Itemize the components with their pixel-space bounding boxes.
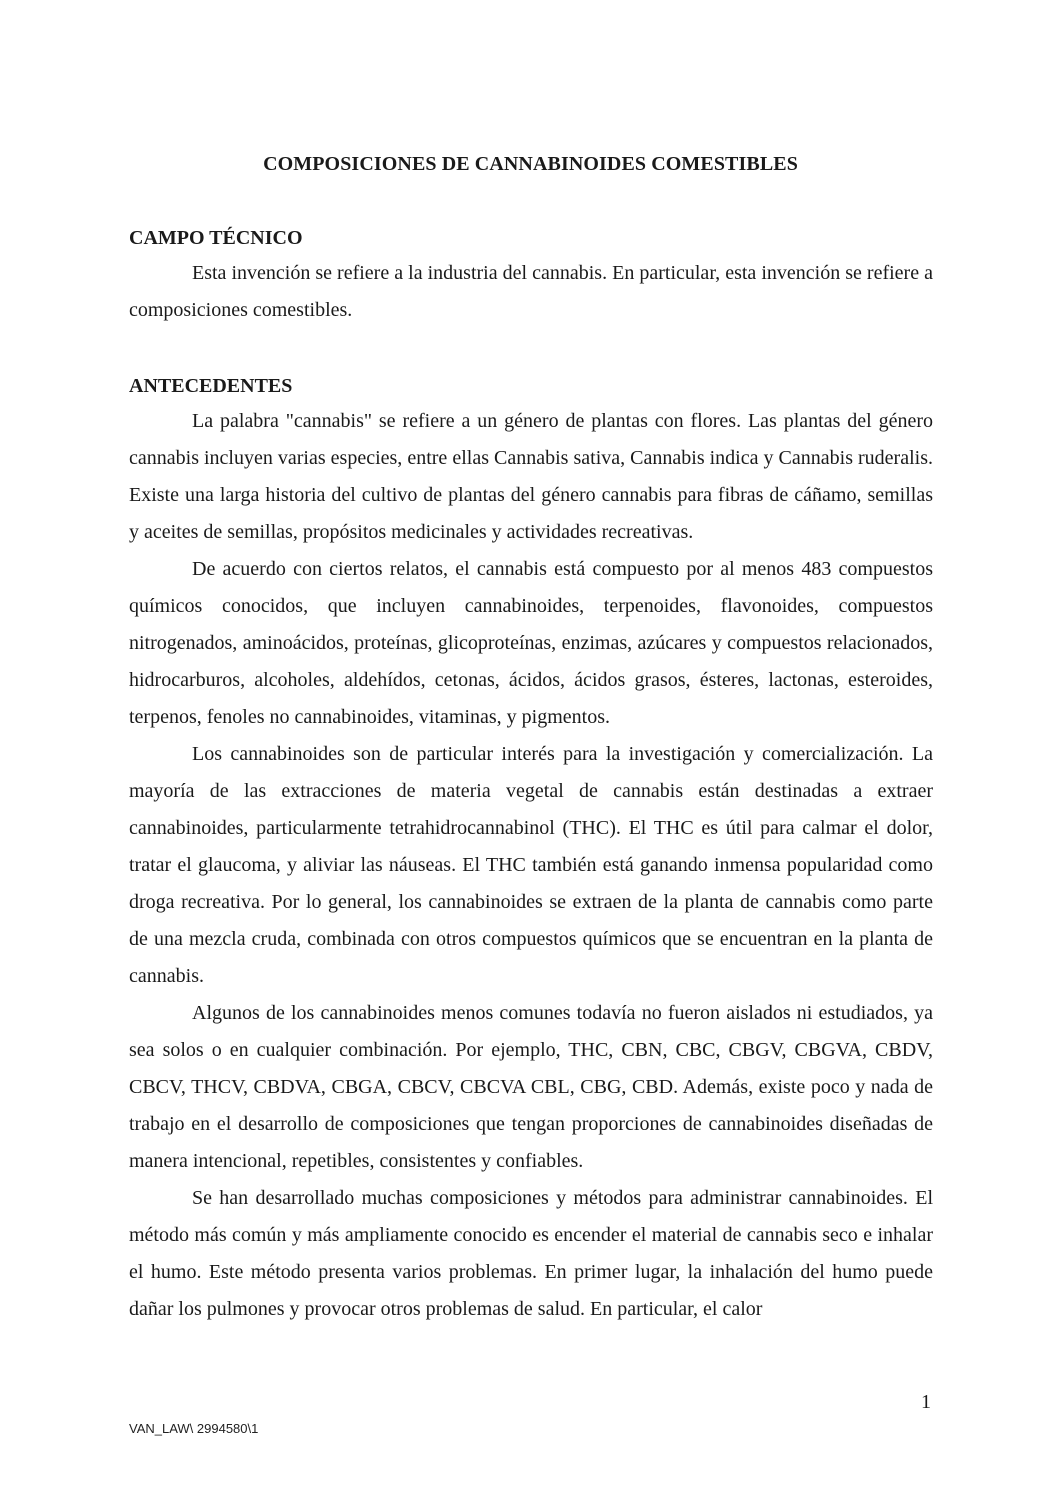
section-body-campo-tecnico bbox=[129, 255, 933, 329]
paragraph: Se han desarrollado muchas composiciones y métodos para administrar cannabinoides. El método más común y más ampliamente conocido es encender el material de cannabis seco e inhalar el humo. Este método presenta varios problemas. En primer lugar, la inhalación del humo puede dañar los pulmones y provocar otros problemas de salud. En particular, el calor bbox=[129, 1187, 933, 1320]
paragraph: Algunos de los cannabinoides menos comunes todavía no fueron aislados ni estudiados, ya sea solos o en cualquier combinación. Por ejemplo, THC, CBN, CBC, CBGV, CBGVA, CBDV, CBCV, THCV, CBDVA, CBGA, CBCV, CBCVA CBL, CBG, CBD. Además, existe poco y nada de trabajo en el desarrollo de composiciones que tengan proporciones de cannabinoides diseñadas de manera intencional, repetibles, consistentes y confiables. bbox=[129, 1002, 933, 1172]
page-number: 1 bbox=[921, 1391, 931, 1413]
section-heading-antecedentes: ANTECEDENTES bbox=[129, 375, 293, 397]
paragraph: Esta invención se refiere a la industria del cannabis. En particular, esta invención se refiere a composiciones comestibles. bbox=[129, 262, 933, 321]
paragraph: De acuerdo con ciertos relatos, el cannabis está compuesto por al menos 483 compuestos químicos conocidos, que incluyen cannabinoides, terpenoides, flavonoides, compuestos nitrogenados, aminoácidos, proteínas, glicoproteínas, enzimas, azúcares y compuestos relacionados, hidrocarburos, alcoholes, aldehídos, cetonas, ácidos, ácidos grasos, ésteres, lactonas, esteroides, terpenos, fenoles no cannabinoides, vitaminas, y pigmentos. bbox=[129, 558, 933, 728]
section-body-antecedentes bbox=[129, 403, 933, 1328]
paragraph: Los cannabinoides son de particular interés para la investigación y comercialización. La mayoría de las extracciones de materia vegetal de cannabis están destinadas a extraer cannabinoides, particularmente tetrahidrocannabinol (THC). El THC es útil para calmar el dolor, tratar el glaucoma, y aliviar las náuseas. El THC también está ganando inmensa popularidad como droga recreativa. Por lo general, los cannabinoides se extraen de la planta de cannabis como parte de una mezcla cruda, combinada con otros compuestos químicos que se encuentran en la planta de cannabis. bbox=[129, 743, 933, 987]
footer-reference: VAN_LAW\ 2994580\1 bbox=[129, 1421, 259, 1436]
paragraph: La palabra "cannabis" se refiere a un género de plantas con flores. Las plantas del género cannabis incluyen varias especies, entre ellas Cannabis sativa, Cannabis indica y Cannabis ruderalis. Existe una larga historia del cultivo de plantas del género cannabis para fibras de cáñamo, semillas y aceites de semillas, propósitos medicinales y actividades recreativas. bbox=[129, 410, 933, 543]
section-heading-campo-tecnico: CAMPO TÉCNICO bbox=[129, 227, 303, 249]
page-title: COMPOSICIONES DE CANNABINOIDES COMESTIBLES bbox=[263, 153, 798, 175]
